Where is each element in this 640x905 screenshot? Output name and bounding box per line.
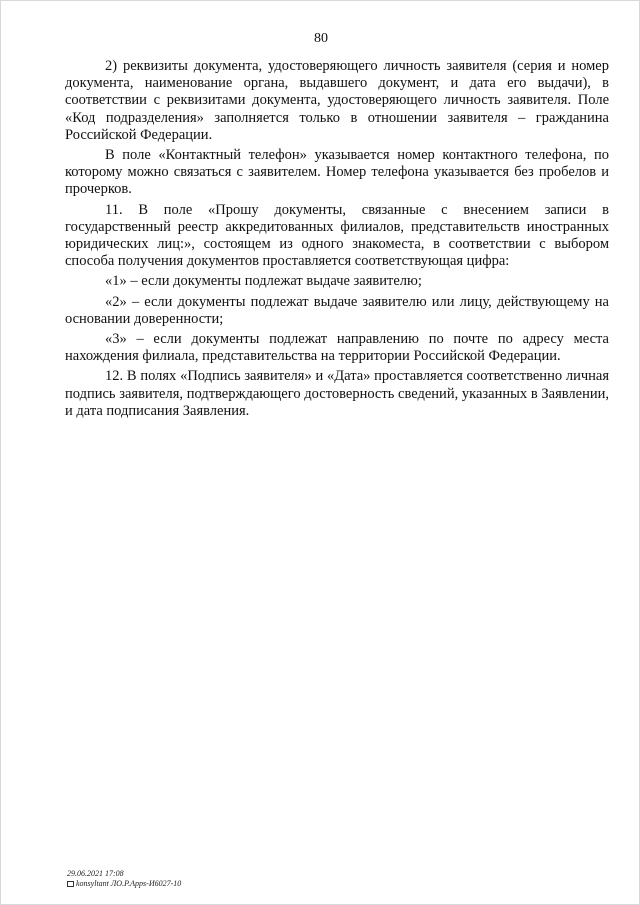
paragraph-contact-phone: В поле «Контактный телефон» указывается номер контактного телефона, по которому можно связаться с заявителем. Номер телефона указывается без пробелов и прочерков.	[65, 147, 609, 198]
paragraph-option-2: «2» – если документы подлежат выдаче заявителю или лицу, действующему на основании доверенности;	[65, 293, 609, 327]
footer-stamp	[67, 869, 181, 889]
paragraph-document-details: 2) реквизиты документа, удостоверяющего личность заявителя (серия и номер документа, наименование органа, выдавшего документ, и дата его выдачи), в соответствии с реквизитами документа, удостоверяющего личность заявителя. Поле «Код подразделения» заполняется только в отношении заявителя – гражданина Российской Федерации.	[65, 58, 609, 143]
document-body	[65, 58, 609, 423]
footer-file-line	[67, 879, 181, 889]
document-icon	[67, 881, 74, 887]
paragraph-item-12: 12. В полях «Подпись заявителя» и «Дата» проставляется соответственно личная подпись заявителя, подтверждающего достоверность сведений, указанных в Заявлении, и дата подписания Заявления.	[65, 368, 609, 419]
paragraph-item-11: 11. В поле «Прошу документы, связанные с внесением записи в государственный реестр аккредитованных филиалов, представительств иностранных юридических лиц:», состоящем из одного знакоместа, в соответствии с выбором способа получения документов проставляется соответствующая цифра:	[65, 201, 609, 270]
page-number: 80	[314, 31, 328, 46]
paragraph-option-3: «3» – если документы подлежат направлению по почте по адресу места нахождения филиала, представительства на территории Российской Федерации.	[65, 331, 609, 365]
footer-timestamp: 29.06.2021 17:08	[67, 869, 124, 878]
paragraph-option-1: «1» – если документы подлежат выдаче заявителю;	[105, 273, 422, 290]
footer-file-path: konsyltant ЛО.Р.Apps-И6027-10	[76, 879, 182, 888]
